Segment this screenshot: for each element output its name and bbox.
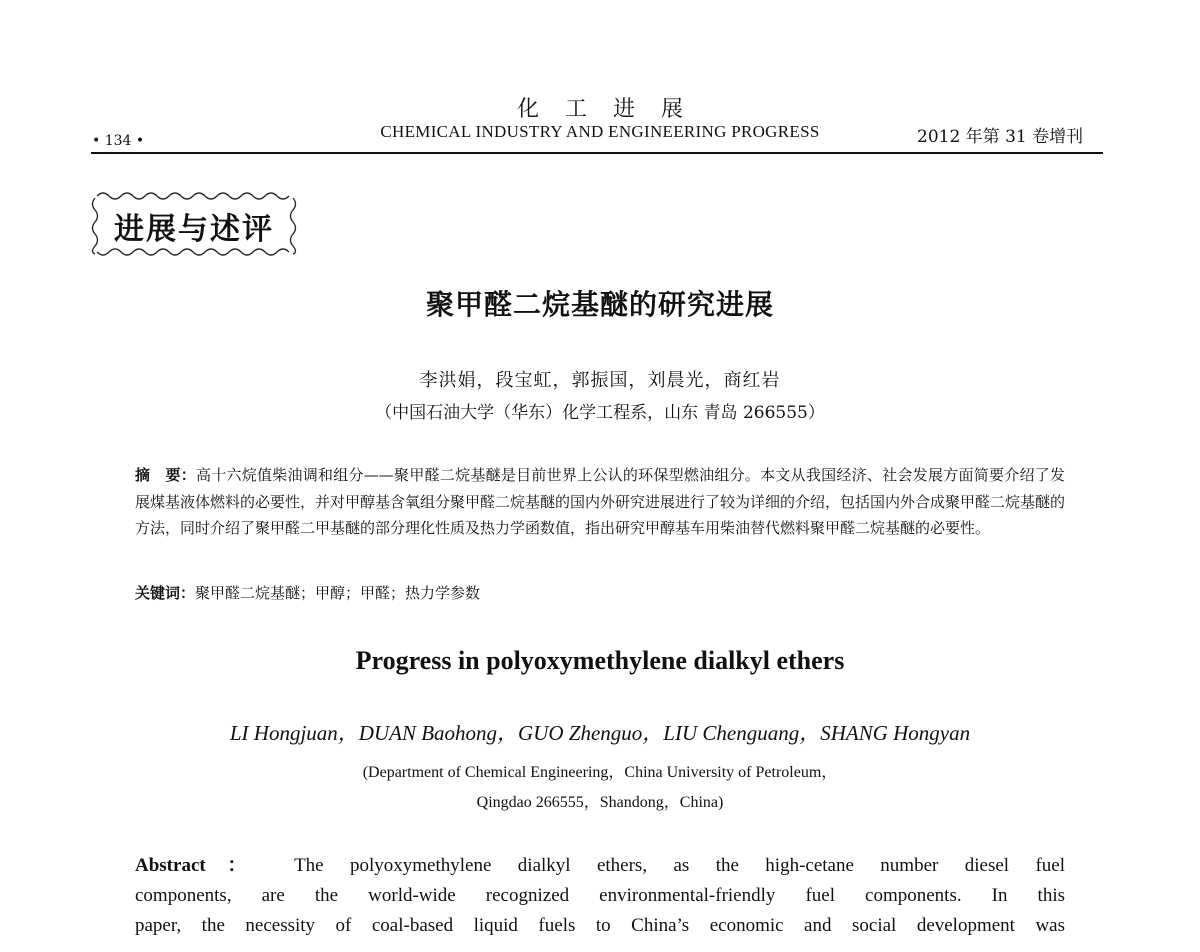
authors-en: LI Hongjuan，DUAN Baohong，GUO Zhenguo，LIU Chenguang，SHANG Hongyan — [229, 721, 971, 745]
affiliation-en-line-1: (Department of Chemical Engineering，China University of Petroleum， — [362, 764, 838, 781]
abstract-en-line-2: components, are the world-wide recognized environmental-friendly fuel components. In this — [135, 885, 1065, 906]
page-number: • 134 • — [92, 133, 145, 149]
article-title-en: Progress in polyoxymethylene dialkyl ethers — [355, 646, 845, 675]
article-title-cn: 聚甲醛二烷基醚的研究进展 — [425, 288, 774, 321]
journal-title-en: CHEMICAL INDUSTRY AND ENGINEERING PROGRESS — [380, 122, 820, 141]
abstract-cn — [135, 462, 1065, 542]
abstract-cn-text: 高十六烷值柴油调和组分——聚甲醛二烷基醚是目前世界上公认的环保型燃油组分。本文从我国经济、社会发展方面简要介绍了发展煤基液体燃料的必要性，并对甲醇基含氧组分聚甲醛二烷基醚的国内外研究进展进行了较为详细的介绍，包括国内外合成聚甲醛二烷基醚的方法，同时介绍了聚甲醛二甲基醚的部分理化性质及热力学函数值，指出研究甲醇基车用柴油替代燃料聚甲醛二烷基醚的必要性。 — [135, 466, 1066, 537]
keywords-cn-text: 聚甲醛二烷基醚；甲醇；甲醛；热力学参数 — [195, 584, 481, 602]
abstract-en-line-1 — [135, 851, 1065, 881]
affiliation-en-line-2: Qingdao 266555，Shandong，China) — [476, 794, 724, 811]
affiliation-cn: （中国石油大学（华东）化学工程系，山东 青岛 266555） — [375, 403, 825, 423]
column-badge-label: 进展与述评 — [114, 212, 274, 247]
abstract-en-line-3: paper, the necessity of coal-based liquid fuels to China’s economic and social development was — [135, 915, 1065, 936]
abstract-cn-label: 摘 要： — [135, 466, 197, 484]
abstract-en — [135, 851, 1065, 941]
header-rule — [91, 152, 1103, 154]
abstract-en-label: Abstract： — [135, 855, 268, 876]
issue-info: 2012 年第 31 卷增刊 — [917, 127, 1084, 147]
keywords-cn — [135, 582, 1065, 603]
column-badge — [87, 188, 301, 260]
abstract-en-line-1-text: The polyoxymethylene dialkyl ethers, as the high-cetane number diesel fuel — [294, 855, 1065, 876]
keywords-cn-label: 关键词： — [135, 584, 196, 602]
journal-title-cn: 化工进展 — [516, 97, 709, 122]
authors-cn: 李洪娟，段宝虹，郭振国，刘晨光，商红岩 — [419, 370, 781, 391]
